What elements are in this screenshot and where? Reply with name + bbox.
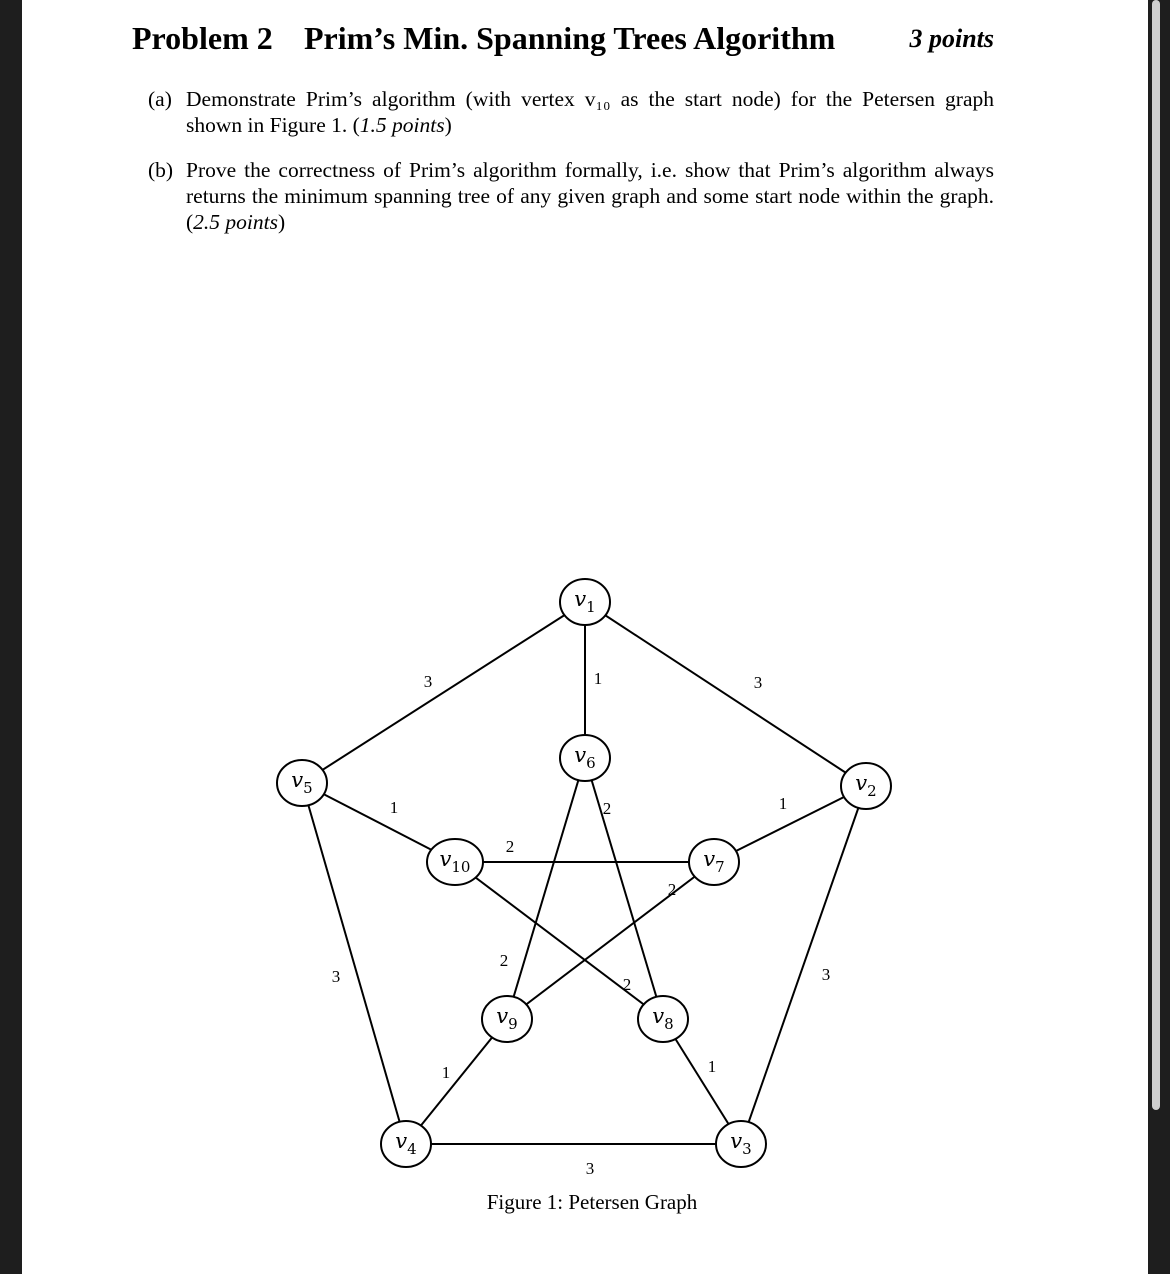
vertex-label-subscript: 5 [303,779,313,797]
part-b-points: 2.5 points [193,210,278,234]
vertex-label-base: v [652,1004,665,1028]
vertex-label-base: v [855,771,868,795]
edge-weight-v6-v8: 2 [602,798,612,818]
vertex-label-base: v [395,1129,408,1153]
edge-weight-v10-v7: 2 [505,836,515,856]
vertex-label-base: v [496,1004,509,1028]
vertex-v9 [482,996,532,1042]
vertex-v1 [560,579,610,625]
edge-v5-v4 [302,783,406,1144]
vertex-label-base: v [574,743,587,767]
part-b-line-2: returns the minimum spanning tree of any given graph and some start node within the graph. [186,184,994,208]
problem-number: Problem 2 [132,20,273,56]
vertex-v4 [381,1121,431,1167]
part-b-label: (b) [148,158,174,182]
vertex-label-base: v [574,587,587,611]
vertex-v10 [427,839,483,885]
edge-weight-v1-v5: 3 [423,671,433,691]
vertex-v3 [716,1121,766,1167]
vertex-v2 [841,763,891,809]
vertex-label-subscript: 7 [715,858,725,876]
figure-caption: Figure 1: Petersen Graph [486,1190,698,1214]
vertex-label-base: v [439,847,452,871]
part-a-line-2-text: shown in Figure 1. ( [186,113,360,137]
vertex-label-subscript: 8 [664,1015,674,1033]
edge-v10-v8 [455,862,663,1019]
edge-weight-v10-v8: 2 [622,974,632,994]
vertex-v6 [560,735,610,781]
edge-v6-v9 [507,758,585,1019]
part-b-line-3-close: ) [278,210,286,234]
edge-weight-v1-v6: 1 [593,668,603,688]
vertex-label-base: v [730,1129,743,1153]
edge-weight-v1-v2: 3 [753,672,763,692]
part-a-points: 1.5 points [359,113,445,137]
vertex-v5 [277,760,327,806]
edge-weight-v2-v3: 3 [821,964,831,984]
vertex-label-subscript: 2 [867,782,877,800]
graph-edges [302,602,866,1144]
part-a-label: (a) [148,87,172,111]
edge-v1-v5 [302,602,585,783]
problem-title: Prim’s Min. Spanning Trees Algorithm [304,20,836,56]
edge-weight-v5-v4: 3 [331,966,341,986]
vertex-label-subscript: 6 [586,754,596,772]
edge-weight-v4-v9: 1 [441,1062,451,1082]
vertex-label-subscript: 10 [451,858,471,876]
edge-weight-v9-v7: 2 [667,879,677,899]
part-b-line-1: Prove the correctness of Prim’s algorithm formally, i.e. show that Prim’s algorithm always [186,158,994,182]
vertex-label-subscript: 3 [742,1140,752,1158]
vertex-label-base: v [703,847,716,871]
edge-weight-v5-v10: 1 [389,797,399,817]
vertex-label-subscript: 9 [508,1015,518,1033]
edge-weight-v4-v3: 3 [585,1158,595,1178]
vertex-label-subscript: 1 [586,598,596,616]
edge-weight-v3-v8: 1 [707,1056,717,1076]
edge-weight-v2-v7: 1 [778,793,788,813]
edge-weight-v6-v9: 2 [499,950,509,970]
part-a-line-1: Demonstrate Prim’s algorithm (with vertex v₁₀ as the start node) for the Petersen graph [186,87,994,111]
part-a-line-2-end: ) [444,113,452,137]
vertex-label-base: v [291,768,304,792]
part-b-line-3-open: ( [186,210,194,234]
edge-v9-v7 [507,862,714,1019]
vertex-v7 [689,839,739,885]
problem-points: 3 points [909,24,994,53]
vertex-v8 [638,996,688,1042]
edge-v1-v2 [585,602,866,786]
vertex-label-subscript: 4 [407,1140,417,1158]
